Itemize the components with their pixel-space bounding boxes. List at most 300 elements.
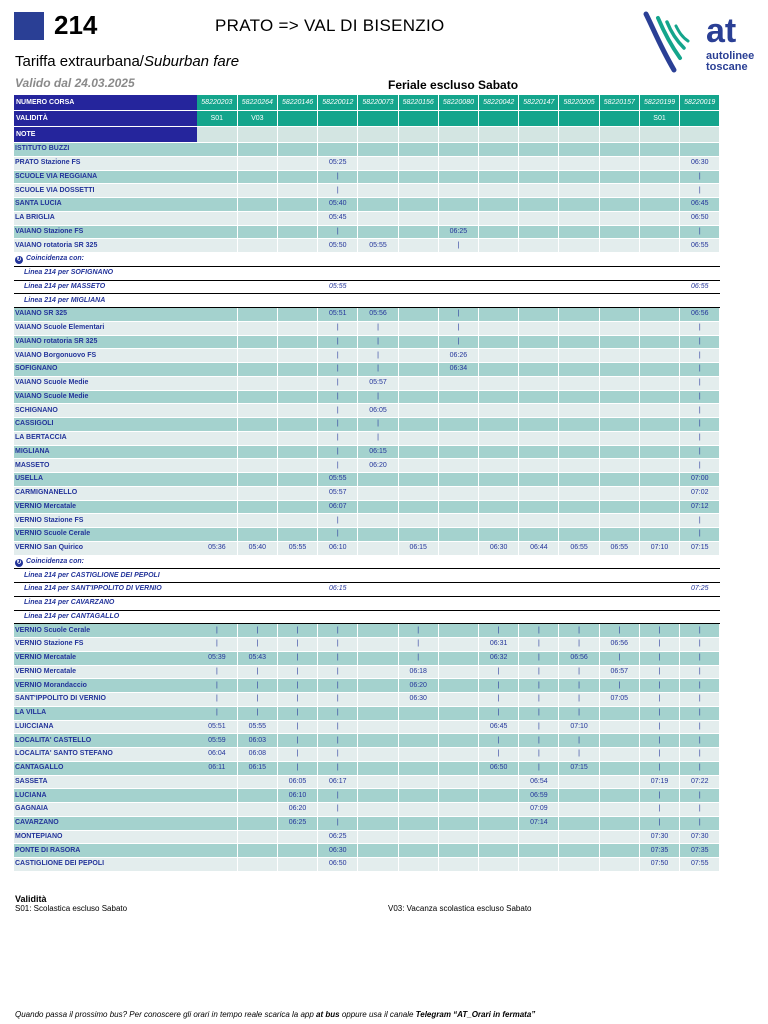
time-cell [639,363,679,377]
time-cell: 06:50 [680,211,720,225]
time-cell [197,473,237,487]
time-cell [639,596,679,610]
time-cell: | [318,404,358,418]
time-cell [197,266,237,280]
time-cell: | [639,651,679,665]
time-cell [559,404,599,418]
time-cell [639,528,679,542]
time-cell: | [318,459,358,473]
time-cell [438,844,478,858]
time-cell: 05:51 [197,720,237,734]
connection-row [14,266,720,280]
run-validity [559,111,599,127]
time-cell [237,253,277,267]
time-cell [519,308,559,322]
time-cell [479,143,519,157]
time-cell: | [237,638,277,652]
time-cell [398,321,438,335]
header-row-corsa [14,95,720,111]
time-cell: | [318,363,358,377]
time-cell [237,376,277,390]
time-cell [599,583,639,597]
time-cell [237,583,277,597]
stop-row [14,624,720,638]
time-cell [479,486,519,500]
time-cell [358,830,398,844]
time-cell: 05:36 [197,541,237,555]
time-cell: 06:25 [438,225,478,239]
stop-row [14,239,720,253]
stop-row [14,679,720,693]
time-cell [599,404,639,418]
time-cell [237,803,277,817]
stop-row [14,431,720,445]
stop-row [14,514,720,528]
time-cell: | [680,748,720,762]
time-cell [358,514,398,528]
time-cell [479,844,519,858]
time-cell [318,610,358,624]
stop-name: VAIANO SR 325 [14,308,197,322]
time-cell: 06:30 [479,541,519,555]
time-cell [358,706,398,720]
time-cell [438,651,478,665]
time-cell [599,170,639,184]
time-cell: | [479,679,519,693]
time-cell [680,143,720,157]
time-cell [639,583,679,597]
time-cell [197,803,237,817]
brand-name: at [706,12,737,50]
run-number: 58220156 [398,95,438,111]
time-cell [358,610,398,624]
time-cell: | [680,706,720,720]
time-cell [559,844,599,858]
time-cell: 06:25 [318,830,358,844]
time-cell: | [237,693,277,707]
time-cell [519,390,559,404]
time-cell: | [358,363,398,377]
time-cell [519,349,559,363]
time-cell [639,294,679,308]
time-cell [639,569,679,583]
time-cell [398,596,438,610]
run-number: 58220203 [197,95,237,111]
run-number: 58220146 [277,95,317,111]
time-cell [599,211,639,225]
time-cell [559,225,599,239]
time-cell [277,569,317,583]
time-cell: | [277,638,317,652]
stop-row [14,638,720,652]
run-note [559,127,599,143]
connection-icon: ↻ [16,559,22,566]
time-cell: | [318,761,358,775]
label-numero-corsa: NUMERO CORSA [14,95,197,111]
time-cell [559,170,599,184]
time-cell [559,363,599,377]
time-cell: 05:55 [277,541,317,555]
time-cell: | [680,376,720,390]
time-cell: | [680,445,720,459]
time-cell: 05:40 [237,541,277,555]
time-cell [398,156,438,170]
stop-name: MASSETO [14,459,197,473]
time-cell [237,775,277,789]
time-cell: | [358,335,398,349]
time-cell [197,170,237,184]
time-cell [277,308,317,322]
time-cell [237,363,277,377]
time-cell [438,253,478,267]
time-cell [398,280,438,294]
time-cell [197,816,237,830]
time-cell [398,706,438,720]
time-cell: | [318,431,358,445]
time-cell [358,734,398,748]
stop-row [14,803,720,817]
stop-row [14,706,720,720]
time-cell [599,734,639,748]
time-cell [559,418,599,432]
time-cell [559,445,599,459]
time-cell [519,184,559,198]
time-cell [680,596,720,610]
day-type: Feriale escluso Sabato [388,78,519,92]
footer-text-c: oppure usa il canale [339,1010,416,1019]
time-cell: 05:39 [197,651,237,665]
time-cell: 06:08 [237,748,277,762]
run-note [277,127,317,143]
run-note [438,127,478,143]
stop-name: VERNIO Morandaccio [14,679,197,693]
time-cell [559,610,599,624]
connection-label: Linea 214 per MIGLIANA [14,294,197,308]
stop-name: PRATO Stazione FS [14,156,197,170]
time-cell [438,583,478,597]
time-cell [398,198,438,212]
stop-row [14,734,720,748]
time-cell [479,349,519,363]
time-cell [639,610,679,624]
time-cell [599,308,639,322]
time-cell [277,211,317,225]
run-validity [680,111,720,127]
run-number: 58220012 [318,95,358,111]
time-cell [358,184,398,198]
time-cell [519,156,559,170]
time-cell [559,459,599,473]
time-cell [237,844,277,858]
time-cell: | [197,693,237,707]
time-cell [438,569,478,583]
label-validita: VALIDITÀ [14,111,197,127]
time-cell [237,156,277,170]
time-cell: | [318,734,358,748]
time-cell [358,775,398,789]
time-cell: 05:51 [318,308,358,322]
time-cell: | [479,693,519,707]
time-cell: 07:00 [680,473,720,487]
time-cell [599,253,639,267]
time-cell [358,748,398,762]
time-cell: | [559,706,599,720]
stop-name: ISTITUTO BUZZI [14,143,197,157]
stop-name: SANT'IPPOLITO DI VERNIO [14,693,197,707]
time-cell [237,404,277,418]
time-cell [197,844,237,858]
time-cell: | [639,816,679,830]
time-cell [398,473,438,487]
time-cell [237,486,277,500]
time-cell [398,583,438,597]
time-cell [398,459,438,473]
header-row-note [14,127,720,143]
time-cell: | [318,624,358,638]
time-cell: | [318,638,358,652]
time-cell [599,143,639,157]
connection-label: Linea 214 per CAVARZANO [14,596,197,610]
time-cell [559,294,599,308]
footer-telegram: Telegram “AT_Orari in fermata” [415,1010,536,1019]
time-cell [358,651,398,665]
time-cell: | [277,748,317,762]
time-cell [358,761,398,775]
run-note [519,127,559,143]
time-cell [197,555,237,569]
time-cell [197,858,237,872]
stop-name: VERNIO Mercatale [14,651,197,665]
time-cell: | [318,748,358,762]
stop-row [14,211,720,225]
time-cell: 06:44 [519,541,559,555]
time-cell [197,363,237,377]
time-cell [479,528,519,542]
stop-row [14,143,720,157]
time-cell: | [559,679,599,693]
time-cell: 07:25 [680,583,720,597]
time-cell [519,294,559,308]
time-cell [680,610,720,624]
time-cell [479,308,519,322]
time-cell [519,253,559,267]
time-cell [479,473,519,487]
time-cell [438,404,478,418]
time-cell: | [318,445,358,459]
time-cell [318,266,358,280]
time-cell [237,198,277,212]
time-cell [559,596,599,610]
stop-name: CANTAGALLO [14,761,197,775]
stop-name: VAIANO rotatoria SR 325 [14,239,197,253]
footer-text-a: Quando passa il prossimo bus? Per conoscere gli orari in tempo reale scarica la app [15,1010,317,1019]
stop-row [14,693,720,707]
time-cell [358,280,398,294]
connection-label [14,555,197,569]
time-cell: 06:07 [318,500,358,514]
time-cell [639,308,679,322]
time-cell [438,693,478,707]
stop-name: LA VILLA [14,706,197,720]
connection-label [14,253,197,267]
time-cell [237,211,277,225]
stop-row [14,816,720,830]
time-cell [237,459,277,473]
time-cell: | [318,789,358,803]
time-cell [197,528,237,542]
time-cell [277,459,317,473]
stop-row [14,858,720,872]
run-validity: V03 [237,111,277,127]
time-cell [639,473,679,487]
time-cell [398,486,438,500]
time-cell: | [358,431,398,445]
time-cell: 06:56 [599,638,639,652]
connection-row [14,294,720,308]
time-cell [479,156,519,170]
time-cell [559,583,599,597]
time-cell [639,266,679,280]
time-cell [559,321,599,335]
validity-s01: S01: Scolastica escluso Sabato [15,904,128,913]
time-cell [197,294,237,308]
time-cell [599,198,639,212]
time-cell [438,816,478,830]
time-cell [479,225,519,239]
time-cell [358,555,398,569]
time-cell [398,431,438,445]
stop-name: VAIANO Scuole Elementari [14,321,197,335]
time-cell: | [519,679,559,693]
time-cell: 06:04 [197,748,237,762]
time-cell [479,445,519,459]
time-cell [479,459,519,473]
time-cell [438,665,478,679]
time-cell [639,156,679,170]
time-cell [398,816,438,830]
time-cell: 05:25 [318,156,358,170]
time-cell: | [639,748,679,762]
time-cell [438,555,478,569]
time-cell [277,486,317,500]
stop-row [14,500,720,514]
time-cell: | [639,665,679,679]
run-number: 58220073 [358,95,398,111]
time-cell [277,156,317,170]
time-cell: | [680,184,720,198]
time-cell [639,486,679,500]
stop-row [14,349,720,363]
time-cell [197,156,237,170]
stop-name: VERNIO Scuole Cerale [14,528,197,542]
time-cell [197,321,237,335]
time-cell [237,789,277,803]
run-validity [479,111,519,127]
time-cell [197,418,237,432]
time-cell [519,569,559,583]
time-cell [519,528,559,542]
time-cell [197,404,237,418]
time-cell: | [318,720,358,734]
time-cell: | [277,679,317,693]
time-cell [358,253,398,267]
time-cell [197,335,237,349]
time-cell [479,431,519,445]
time-cell [398,858,438,872]
time-cell: | [318,665,358,679]
stop-name: USELLA [14,473,197,487]
time-cell [438,500,478,514]
time-cell [438,761,478,775]
time-cell [277,376,317,390]
time-cell [358,720,398,734]
time-cell: | [519,734,559,748]
stop-row [14,528,720,542]
time-cell: 07:50 [639,858,679,872]
time-cell [559,816,599,830]
brand-line2: toscane [706,61,748,73]
time-cell [358,693,398,707]
time-cell: 05:56 [358,308,398,322]
time-cell [398,239,438,253]
time-cell [599,363,639,377]
time-cell [519,225,559,239]
run-validity [277,111,317,127]
time-cell: 06:20 [358,459,398,473]
time-cell [277,321,317,335]
time-cell [599,803,639,817]
run-number: 58220042 [479,95,519,111]
time-cell [479,376,519,390]
time-cell: | [680,514,720,528]
time-cell: 07:09 [519,803,559,817]
time-cell [358,294,398,308]
time-cell [599,335,639,349]
time-cell [197,253,237,267]
time-cell [398,844,438,858]
time-cell [438,514,478,528]
stop-row [14,184,720,198]
time-cell: 06:15 [358,445,398,459]
time-cell [398,349,438,363]
time-cell [398,390,438,404]
time-cell: 06:15 [398,541,438,555]
run-note [639,127,679,143]
time-cell [519,858,559,872]
run-number: 58220199 [639,95,679,111]
time-cell: | [680,321,720,335]
time-cell [197,610,237,624]
run-note [599,127,639,143]
time-cell [639,418,679,432]
time-cell [639,198,679,212]
time-cell: | [318,651,358,665]
stop-name: MIGLIANA [14,445,197,459]
stop-row [14,335,720,349]
time-cell [318,253,358,267]
time-cell: | [559,748,599,762]
time-cell: | [438,321,478,335]
time-cell [479,404,519,418]
time-cell [197,486,237,500]
time-cell: | [599,651,639,665]
run-note [197,127,237,143]
time-cell [438,596,478,610]
time-cell [438,528,478,542]
time-cell [559,308,599,322]
time-cell: 06:30 [680,156,720,170]
time-cell [358,789,398,803]
